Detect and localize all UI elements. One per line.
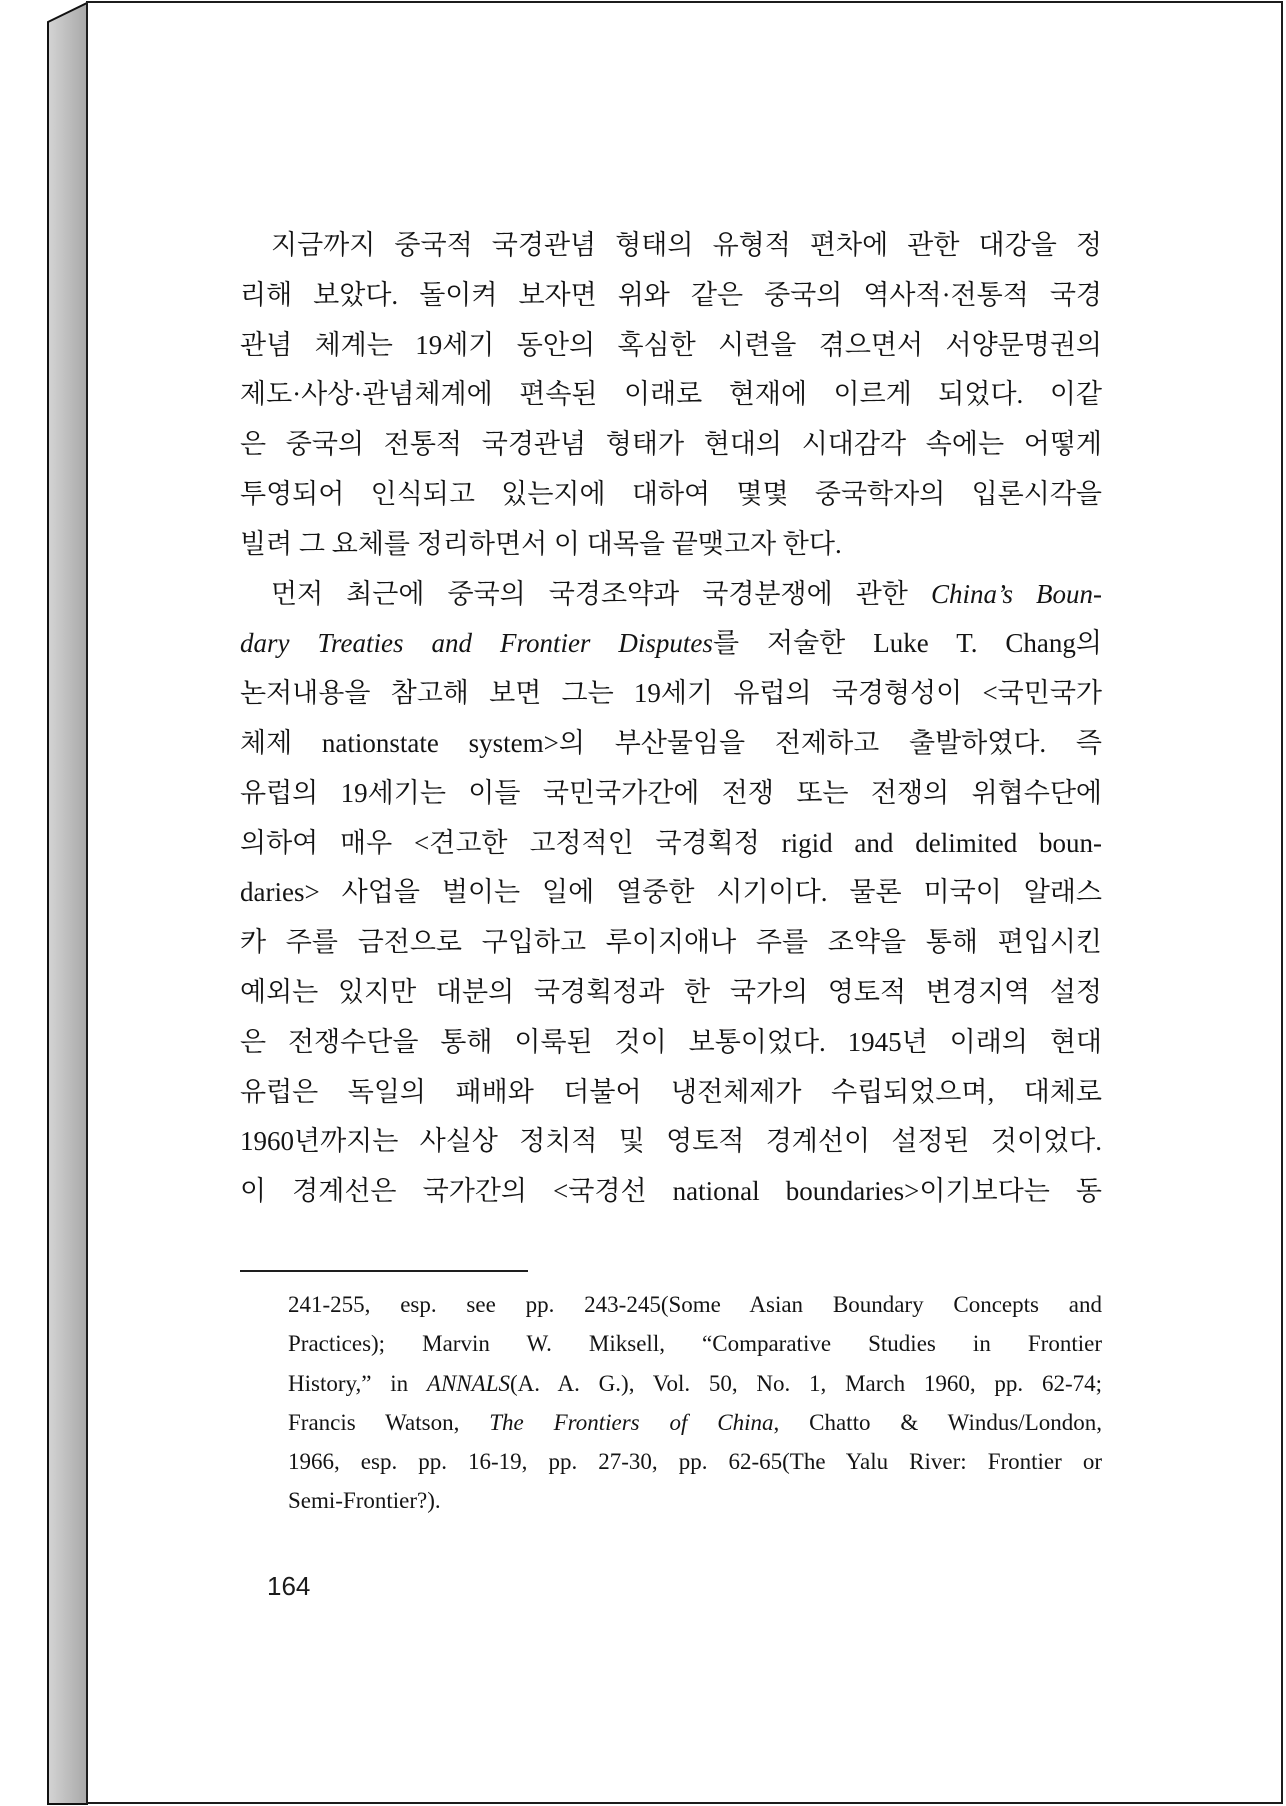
body-line: 논저내용을 참고해 보면 그는 19세기 유럽의 국경형성이 <국민국가 — [240, 678, 1102, 709]
footnote-text-segment: History,” in — [288, 1370, 427, 1396]
footnote — [288, 1285, 1102, 1521]
body-line: 1960년까지는 사실상 정치적 및 영토적 경계선이 설정된 것이었다. — [240, 1126, 1102, 1157]
footnote-line: Semi-Frontier?). — [288, 1488, 441, 1514]
footnote-line: Practices); Marvin W. Miksell, “Comparative Studies in Frontier — [288, 1331, 1102, 1357]
body-line: daries> 사업을 벌이는 일에 열중한 시기이다. 물론 미국이 알래스 — [240, 877, 1102, 908]
footnote-separator — [240, 1270, 528, 1272]
body-line: 예외는 있지만 대분의 국경획정과 한 국가의 영토적 변경지역 설정 — [240, 976, 1102, 1007]
body-text — [240, 221, 1102, 1217]
footnote-line: 1966, esp. pp. 16-19, pp. 27-30, pp. 62-65(The Yalu River: Frontier or — [288, 1449, 1102, 1475]
footnote-line — [288, 1403, 1102, 1442]
body-line: 리해 보았다. 돌이켜 보자면 위와 같은 중국의 역사적·전통적 국경 — [240, 279, 1102, 310]
body-line — [240, 619, 1102, 669]
footnote-text-segment: Francis Watson, — [288, 1409, 490, 1435]
body-line: 투영되어 인식되고 있는지에 대하여 몇몇 중국학자의 입론시각을 — [240, 478, 1102, 509]
footnote-line: 241-255, esp. see pp. 243-245(Some Asian Boundary Concepts and — [288, 1292, 1102, 1317]
body-line — [240, 570, 1102, 620]
book-spine — [48, 3, 87, 1804]
page-number: 164 — [267, 1571, 311, 1601]
body-line: 제도·사상·관념체계에 편속된 이래로 현재에 이르게 되었다. 이같 — [240, 379, 1102, 410]
italic-title: dary Treaties and Frontier Disputes — [240, 628, 713, 659]
body-line: 관념 체계는 19세기 동안의 혹심한 시련을 겪으면서 서양문명권의 — [240, 329, 1102, 360]
paragraph — [240, 221, 1102, 570]
body-line: 은 중국의 전통적 국경관념 형태가 현대의 시대감각 속에는 어떻게 — [240, 429, 1102, 460]
italic-title: China’s Boun- — [930, 578, 1102, 609]
body-line: 유럽은 독일의 패배와 더불어 냉전체제가 수립되었으며, 대체로 — [240, 1076, 1102, 1107]
italic-title: ANNALS — [426, 1370, 510, 1396]
body-text-segment: 먼저 최근에 중국의 국경조약과 국경분쟁에 관한 — [271, 578, 931, 609]
body-line: 카 주를 금전으로 구입하고 루이지애나 주를 조약을 통해 편입시킨 — [240, 927, 1102, 958]
body-line: 은 전쟁수단을 통해 이룩된 것이 보통이었다. 1945년 이래의 현대 — [240, 1026, 1102, 1057]
body-text-segment: 를 저술한 Luke T. Chang의 — [712, 628, 1102, 659]
body-line: 체제 nationstate system>의 부산물임을 전제하고 출발하였다. 즉 — [240, 727, 1102, 758]
italic-title: The Frontiers of China — [489, 1409, 774, 1435]
footnote-line — [288, 1364, 1102, 1403]
body-line: 이 경계선은 국가간의 <국경선 national boundaries>이기보다는 동 — [240, 1176, 1102, 1207]
paragraph — [240, 570, 1102, 1217]
footnote-text-segment: , Chatto & Windus/London, — [773, 1409, 1102, 1435]
body-line: 의하여 매우 <견고한 고정적인 국경획정 rigid and delimited boun- — [240, 827, 1102, 858]
body-line: 지금까지 중국적 국경관념 형태의 유형적 편차에 관한 대강을 정 — [271, 230, 1102, 260]
footnote-text-segment: (A. A. G.), Vol. 50, No. 1, March 1960, pp. 62-74; — [510, 1370, 1102, 1396]
body-line: 유럽의 19세기는 이들 국민국가간에 전쟁 또는 전쟁의 위협수단에 — [240, 777, 1102, 808]
body-line: 빌려 그 요체를 정리하면서 이 대목을 끝맺고자 한다. — [240, 528, 842, 559]
